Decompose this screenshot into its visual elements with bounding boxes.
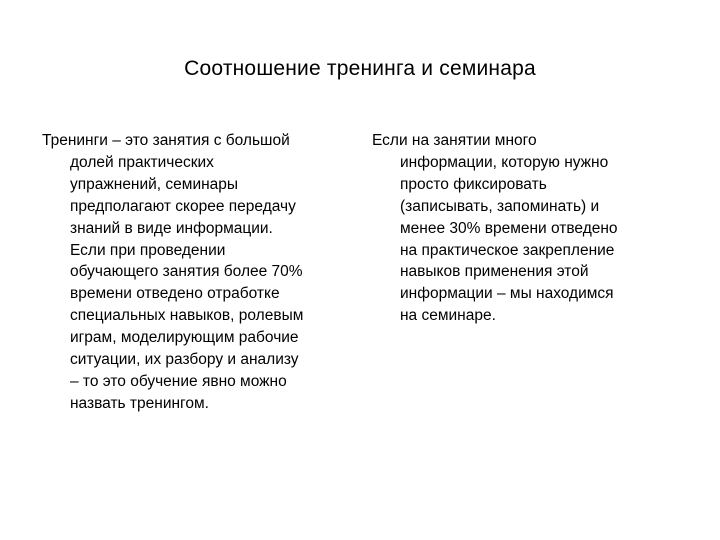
training-definition-text: Тренинги – это занятия с большой долей практических упражнений, семинары предполагают скорее передачу знаний в виде информации. Если при проведении обучающего занятия более 70% времени отведено отработке специальных навыков, ролевым играм, моделирующим рабочие ситуации, их разбору и анализу – то это обучение явно можно назвать тренингом. bbox=[42, 132, 304, 412]
right-column bbox=[372, 130, 672, 327]
left-column bbox=[42, 130, 352, 415]
seminar-definition-text: Если на занятии много информации, которую нужно просто фиксировать (записывать, запоминать) и менее 30% времени отведено на практическое закрепление навыков применения этой информации – мы находимся на семинаре. bbox=[372, 132, 618, 325]
slide-title: Соотношение тренинга и семинара bbox=[184, 57, 536, 80]
